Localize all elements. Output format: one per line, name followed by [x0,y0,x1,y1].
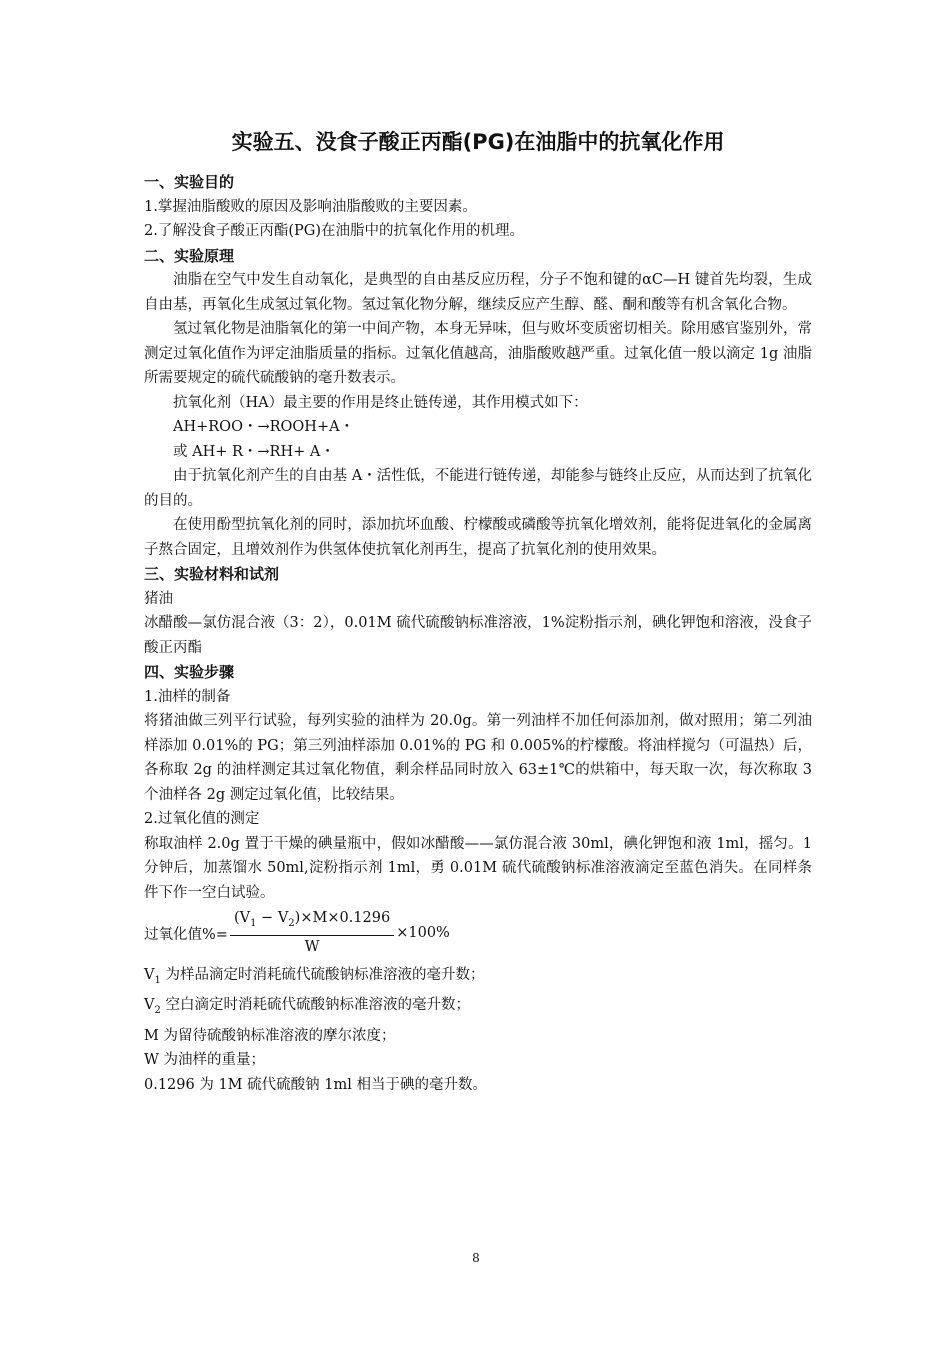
material-line: 猪油 [144,590,173,607]
paragraph: 油脂在空气中发生自动氧化，是典型的自由基反应历程，分子不饱和键的αC—H 键首先均裂，生成自由基，再氧化生成氢过氧化物。氢过氧化物分解，继续反应产生醇、醛、酮和酸等有机含氧化合物。 [144,272,812,313]
material-line: 冰醋酸—氯仿混合液（3：2），0.01M 硫代硫酸钠标准溶液，1%淀粉指示剂，碘化钾饱和溶液，没食子酸正丙酯 [144,615,812,656]
paragraph: 称取油样 2.0g 置于干燥的碘量瓶中，假如冰醋酸——氯仿混合液 30ml，碘化钾饱和液 1ml，摇匀。1 分钟后，加蒸馏水 50ml,淀粉指示剂 1ml，勇 0.01M 硫代硫酸钠标准溶液滴定至蓝色消失。在同样条件下作一空白试验。 [144,835,812,901]
paragraph: 在使用酚型抗氧化剂的同时，添加抗坏血酸、柠檬酸或磷酸等抗氧化增效剂，能将促进氧化的金属离子熬合固定，且增效剂作为供氢体使抗氧化剂再生，提高了抗氧化剂的使用效果。 [144,517,812,558]
variable-definition: $V_2$ 空白滴定时消耗硫代硫酸钠标准溶液的毫升数； [144,997,470,1017]
subheading: 1.油样的制备 [144,688,231,705]
section-heading-principle: 二、实验原理 [144,246,235,265]
section-heading-objectives: 一、实验目的 [144,173,235,191]
formula-numerator: $(V_1 - V_2)\times M\times 0.1296$ [230,908,394,936]
peroxide-value-formula [144,909,812,957]
paragraph: 将猪油做三列平行试验，每列实验的油样为 20.0g。第一列油样不加任何添加剂，做对照用；第二列油样添加 0.01%的 PG；第三列油样添加 0.01%的 PG 和 0.005%的柠檬酸。将油样搅匀（可温热）后，各称取 2g 的油样测定其过氧化物值，剩余样品同时放入 63±1℃的烘箱中，每天取一次，每次称取 3 个油样各 2g 测定过氧化值，比较结果。 [144,713,812,803]
formula-tail: ×100% [396,925,450,941]
objective-item: 2.了解没食子酸正丙酯(PG)在油脂中的抗氧化作用的机理。 [144,223,524,239]
subheading: 2.过氧化值的测定 [144,811,260,827]
reaction-equation: 或 AH+ R・→RH+ A・ [173,443,335,460]
formula-lhs: 过氧化值%= [144,926,228,943]
variable-definition: $V_1$ 为样品滴定时消耗硫代硫酸钠标准溶液的毫升数； [144,967,485,986]
section-heading-procedure: 四、实验步骤 [144,663,235,681]
page-title: 实验五、没食子酸正丙酯(PG)在油脂中的抗氧化作用 [231,130,725,154]
page-number: 8 [472,1251,480,1265]
reaction-equation: AH+ROO・→ROOH+A・ [173,419,355,435]
formula-denominator: W [304,938,320,955]
paragraph: 抗氧化剂（HA）最主要的作用是终止链传递，其作用模式如下： [173,394,588,411]
formula-fraction [230,908,394,958]
document-body [144,126,812,1097]
objective-item: 1.掌握油脂酸败的原因及影响油脂酸败的主要因素。 [144,198,477,215]
variable-definition: 0.1296 为 1M 硫代硫酸钠 1ml 相当于碘的毫升数。 [144,1076,487,1093]
paragraph: 由于抗氧化剂产生的自由基 A・活性低，不能进行链传递，却能参与链终止反应，从而达到了抗氧化的目的。 [144,468,812,509]
variable-definition: W 为油样的重量； [144,1052,266,1069]
variable-definition: M 为留待硫酸钠标准溶液的摩尔浓度； [144,1027,396,1044]
section-heading-materials: 三、实验材料和试剂 [144,565,280,583]
paragraph: 氢过氧化物是油脂氧化的第一中间产物，本身无异味，但与败坏变质密切相关。除用感官鉴别外，常测定过氧化值作为评定油脂质量的指标。过氧化值越高，油脂酸败越严重。过氧化值一般以滴定 1g 油脂所需要规定的硫代硫酸钠的毫升数表示。 [144,321,812,386]
